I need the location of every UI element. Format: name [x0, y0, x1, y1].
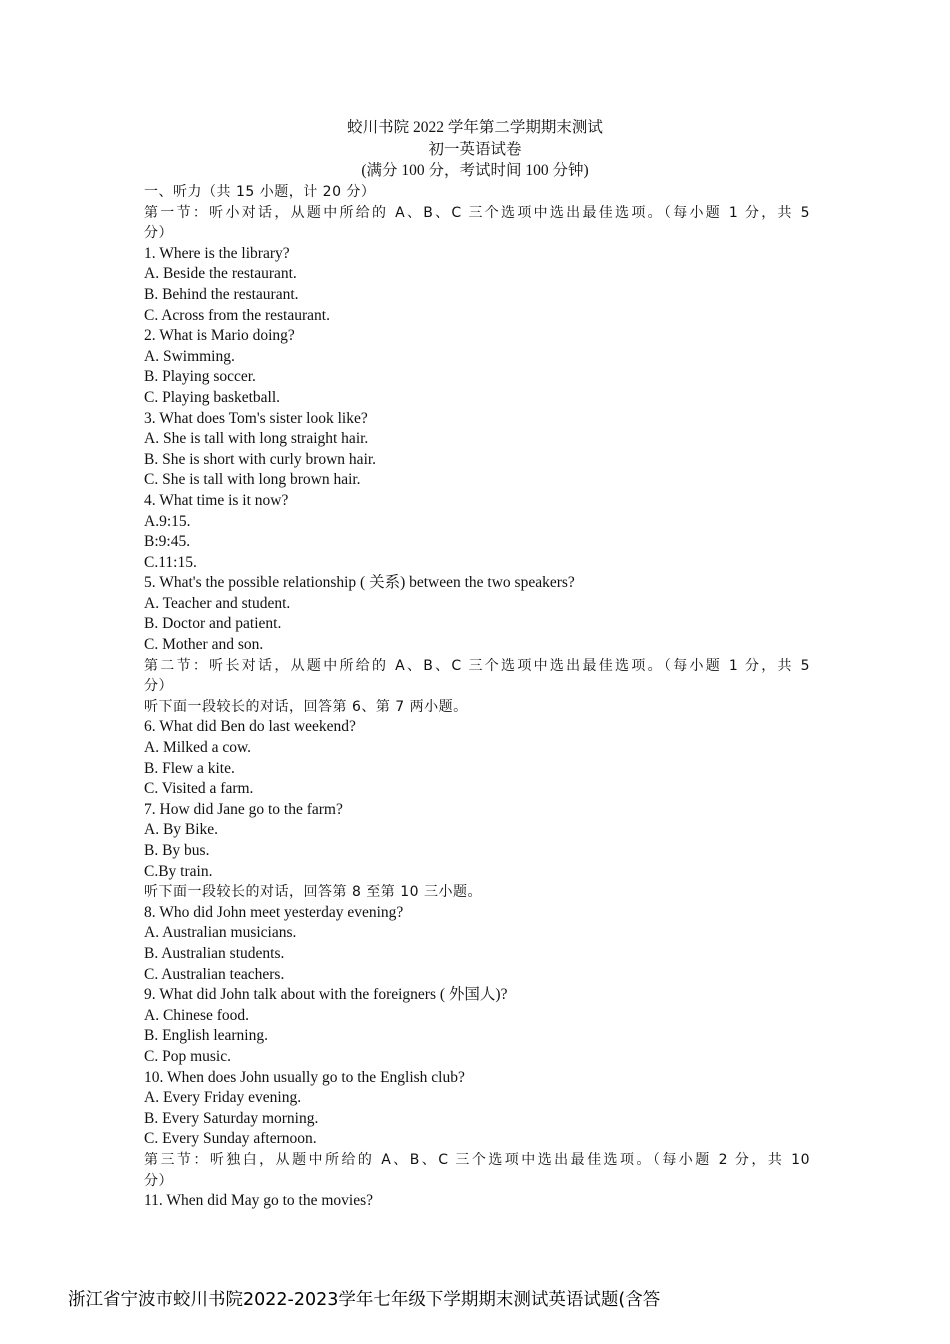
option: A. She is tall with long straight hair. [144, 430, 369, 448]
option: B. Playing soccer. [144, 368, 256, 386]
option: C. Playing basketball. [144, 388, 281, 406]
option: C. Australian teachers. [144, 965, 285, 983]
option: A. Chinese food. [144, 1006, 250, 1024]
dialogue-instruction: 听下面一段较长的对话，回答第 6、第 7 两小题。 [144, 698, 468, 715]
option: B. Behind the restaurant. [144, 285, 299, 303]
option: B. English learning. [144, 1027, 268, 1045]
question: 9. What did John talk about with the foreigners ( 外国人)? [144, 986, 508, 1004]
option: B. By bus. [144, 842, 210, 859]
option: A. Every Friday evening. [144, 1089, 302, 1107]
question: 6. What did Ben do last weekend? [144, 718, 356, 736]
part-instruction-cont: 分） [144, 225, 173, 242]
option: A. Australian musicians. [144, 924, 297, 942]
option: B. She is short with curly brown hair. [144, 450, 377, 468]
option: A. Teacher and student. [144, 594, 291, 612]
option: B. Flew a kite. [144, 759, 235, 777]
section-heading: 一、听力（共 15 小题，计 20 分） [144, 184, 376, 200]
option: B. Every Saturday morning. [144, 1109, 319, 1127]
part-instruction: 第三节：听独白，从题中所给的 A、B、C 三个选项中选出最佳选项。（每小题 2 分，共 10 [144, 1151, 810, 1168]
option: C.11:15. [144, 553, 197, 571]
option: C. Every Sunday afternoon. [144, 1130, 317, 1148]
part-instruction-cont: 分） [144, 678, 173, 695]
paper-title: 初一英语试卷 [428, 140, 522, 158]
option: B. Doctor and patient. [144, 615, 282, 633]
question: 2. What is Mario doing? [144, 327, 295, 345]
question: 5. What's the possible relationship ( 关系) between the two speakers? [144, 574, 575, 592]
question: 11. When did May go to the movies? [144, 1192, 374, 1210]
part-instruction-cont: 分） [144, 1172, 173, 1189]
exam-content [144, 182, 810, 1212]
question: 1. Where is the library? [144, 244, 290, 262]
option: A. Swimming. [144, 347, 235, 365]
part-instruction: 第二节：听长对话，从题中所给的 A、B、C 三个选项中选出最佳选项。（每小题 1 分，共 5 [144, 657, 810, 674]
option: C.By train. [144, 862, 213, 880]
exam-header [0, 117, 950, 182]
part-instruction: 第一节：听小对话，从题中所给的 A、B、C 三个选项中选出最佳选项。（每小题 1 分，共 5 [144, 204, 810, 221]
option: A.9:15. [144, 512, 191, 530]
question: 4. What time is it now? [144, 491, 289, 509]
option: A. By Bike. [144, 821, 219, 839]
dialogue-instruction: 听下面一段较长的对话，回答第 8 至第 10 三小题。 [144, 884, 483, 901]
school-exam-title: 蛟川书院 2022 学年第二学期期末测试 [347, 119, 603, 136]
question: 8. Who did John meet yesterday evening? [144, 903, 404, 921]
option: C. Visited a farm. [144, 780, 254, 798]
score-time-note: (满分 100 分，考试时间 100 分钟) [361, 162, 589, 179]
option: C. Pop music. [144, 1047, 231, 1065]
option: A. Milked a cow. [144, 739, 252, 757]
question: 3. What does Tom's sister look like? [144, 409, 368, 427]
question: 10. When does John usually go to the English club? [144, 1068, 465, 1086]
option: C. She is tall with long brown hair. [144, 471, 361, 489]
option: C. Across from the restaurant. [144, 306, 330, 324]
document-footer-title: 浙江省宁波市蛟川书院2022-2023学年七年级下学期期末测试英语试题(含答 [68, 1290, 661, 1310]
option: B:9:45. [144, 533, 191, 551]
question: 7. How did Jane go to the farm? [144, 800, 343, 818]
option: C. Mother and son. [144, 636, 264, 654]
option: B. Australian students. [144, 944, 285, 962]
option: A. Beside the restaurant. [144, 265, 297, 283]
